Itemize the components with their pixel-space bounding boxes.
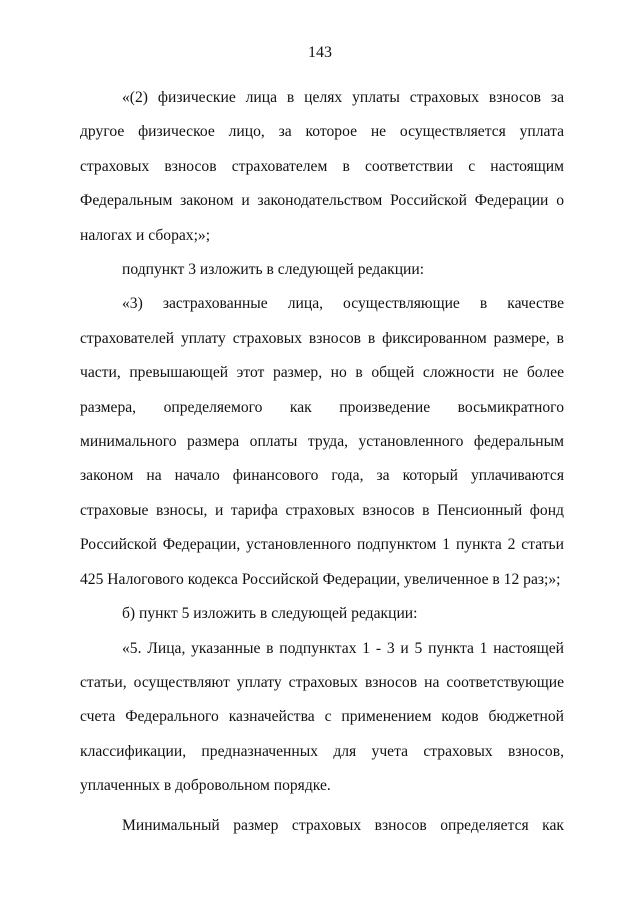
paragraph-insured-persons-clause: «3) застрахованные лица, осуществляющие в качестве страхователей уплату страховых взносов в фиксированном размере, в части, превышающей этот размер, но в общей сложности не более размера, определяемого как произведение восьмикратного минимального размера оплаты труда, установленного федеральным законом на начало финансового года, за который уплачиваются страховые взносы, и тарифа страховых взносов в Пенсионный фонд Российской Федерации, установленного подпунктом 1 пункта 2 статьи 425 Налогового кодекса Российской Федерации, увеличенное в 12 раз;»;: [80, 295, 564, 588]
page-number: 143: [308, 44, 332, 61]
paragraph-payment-accounts-clause: «5. Лица, указанные в подпунктах 1 - 3 и 5 пункта 1 настоящей статьи, осуществляют уплату страховых взносов на соответствующие счета Федерального казначейства с применением кодов бюджетной классификации, предназначенных для учета страховых взносов, уплаченных в добровольном порядке.: [80, 639, 564, 795]
paragraph-individuals-clause: «(2) физические лица в целях уплаты страховых взносов за другое физическое лицо, за которое не осуществляется уплата страховых взносов страхователем в соответствии с настоящим Федеральным законом и законодательством Российской Федерации о налогах и сборах;»;: [80, 89, 564, 244]
paragraph-item-5-instruction: б) пункт 5 изложить в следующей редакции:: [122, 605, 418, 623]
paragraph-minimum-contribution: Минимальный размер страховых взносов определяется как: [122, 816, 564, 834]
paragraph-subitem-3-instruction: подпункт 3 изложить в следующей редакции:: [122, 261, 425, 279]
document-body: [80, 81, 564, 843]
